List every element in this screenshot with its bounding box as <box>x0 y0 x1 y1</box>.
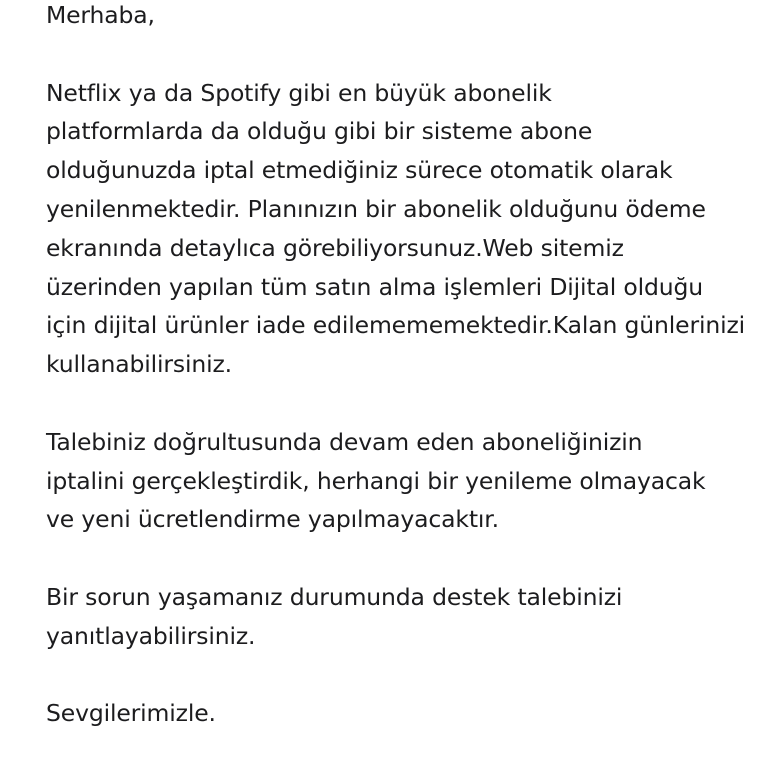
paragraph-line: üzerinden yapılan tüm satın alma işlemleri Dijital olduğu <box>46 272 704 301</box>
paragraph-line: olduğunuzda iptal etmediğiniz sürece otomatik olarak <box>46 156 673 185</box>
paragraph-line: Netflix ya da Spotify gibi en büyük abonelik <box>46 78 552 107</box>
paragraph-line: iptalini gerçekleştirdik, herhangi bir yenileme olmayacak <box>46 466 706 495</box>
paragraph-line: için dijital ürünler iade edilemememektedir.Kalan günlerinizi <box>46 311 746 340</box>
paragraph-line: ve yeni ücretlendirme yapılmayacaktır. <box>46 505 499 534</box>
paragraph-line: Talebiniz doğrultusunda devam eden aboneliğinizin <box>46 427 643 456</box>
paragraph-line: platformlarda da olduğu gibi bir sisteme abone <box>46 117 593 146</box>
email-message-body <box>46 0 746 733</box>
paragraph-spacer <box>46 656 746 695</box>
paragraph-spacer <box>46 539 746 578</box>
paragraph-line: kullanabilirsiniz. <box>46 350 233 379</box>
paragraph-spacer <box>46 35 746 74</box>
paragraph-cancellation-confirmation <box>46 423 746 539</box>
signoff-text: Sevgilerimizle. <box>46 699 216 728</box>
paragraph-line: yenilenmektedir. Planınızın bir abonelik olduğunu ödeme <box>46 194 706 223</box>
paragraph-spacer <box>46 384 746 423</box>
paragraph-line: ekranında detaylıca görebiliyorsunuz.Web sitemiz <box>46 233 624 262</box>
paragraph-line: Bir sorun yaşamanız durumunda destek talebinizi <box>46 582 623 611</box>
paragraph-subscription-info <box>46 74 746 384</box>
paragraph-support-note <box>46 578 746 656</box>
paragraph-line: yanıtlayabilirsiniz. <box>46 621 256 650</box>
greeting-text: Merhaba, <box>46 1 155 29</box>
